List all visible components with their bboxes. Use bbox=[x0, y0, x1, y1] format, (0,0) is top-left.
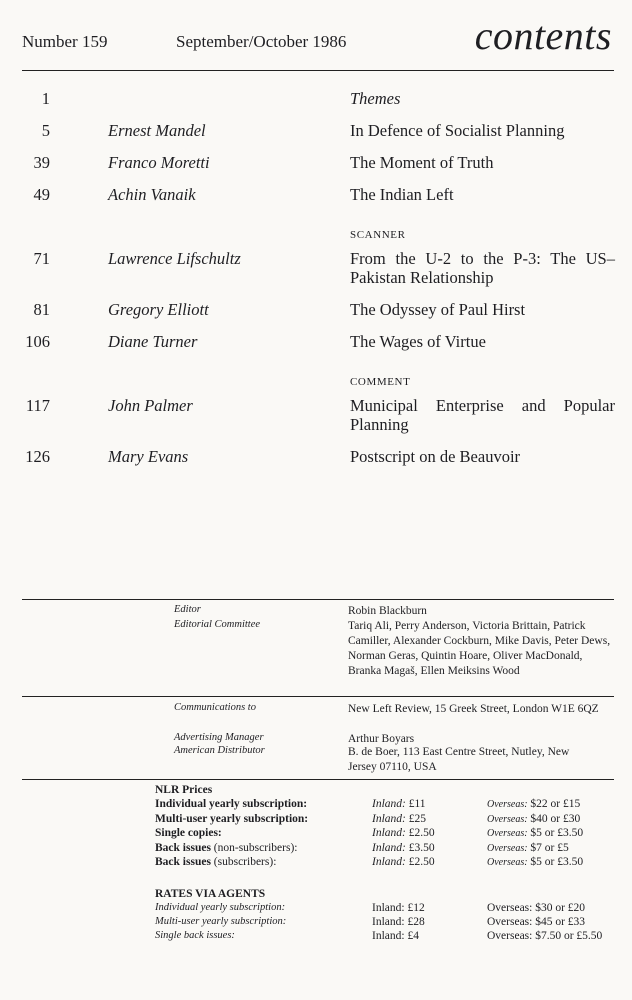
toc-title: The Indian Left bbox=[350, 185, 454, 204]
page-title: contents bbox=[474, 13, 612, 58]
agent-row-label: Individual yearly subscription: bbox=[155, 902, 286, 913]
communications-value: New Left Review, 15 Greek Street, London W1E 6QZ bbox=[348, 703, 599, 715]
agent-row-overseas: Overseas: $45 or £33 bbox=[487, 916, 586, 928]
price-row-inland: Inland: £2.50 bbox=[372, 827, 435, 839]
agent-row-inland: Inland: £12 bbox=[372, 902, 425, 914]
price-row-label: Individual yearly subscription: bbox=[155, 798, 308, 810]
price-row-label: Multi-user yearly subscription: bbox=[155, 813, 309, 825]
toc-author: Gregory Elliott bbox=[108, 300, 209, 319]
toc-author: John Palmer bbox=[108, 396, 193, 415]
toc-page-number: 49 bbox=[33, 185, 50, 204]
issue-number: Number 159 bbox=[22, 32, 108, 51]
toc-title: The Odyssey of Paul Hirst bbox=[350, 300, 526, 319]
agent-row-label: Single back issues: bbox=[155, 930, 235, 941]
communications-label: Communications to bbox=[174, 702, 256, 713]
price-row-overseas: Overseas: $40 or £30 bbox=[487, 813, 581, 825]
price-row-label: Back issues (non-subscribers): bbox=[155, 842, 298, 854]
masthead-rule-middle bbox=[22, 696, 614, 697]
price-row-inland: Inland: £25 bbox=[372, 813, 426, 825]
price-row-overseas: Overseas: $22 or £15 bbox=[487, 798, 581, 810]
toc-page-number: 106 bbox=[25, 332, 50, 351]
price-row-inland: Inland: £11 bbox=[372, 798, 426, 810]
toc-author: Franco Moretti bbox=[108, 153, 210, 172]
american-distributor-label: American Distributor bbox=[174, 745, 265, 756]
agent-row-overseas: Overseas: $30 or £20 bbox=[487, 902, 586, 914]
toc-title: Municipal Enterprise and Popular Planning bbox=[350, 396, 615, 434]
american-distributor-value: B. de Boer, 113 East Centre Street, Nutley, New Jersey 07110, USA bbox=[348, 746, 570, 773]
toc-author: Achin Vanaik bbox=[108, 185, 196, 204]
price-row-inland: Inland: £2.50 bbox=[372, 856, 435, 868]
masthead-rule-bottom bbox=[22, 779, 614, 780]
price-row-label: Single copies: bbox=[155, 827, 222, 839]
prices-heading: NLR Prices bbox=[155, 784, 213, 796]
agent-row-overseas: Overseas: $7.50 or £5.50 bbox=[487, 930, 603, 942]
toc-page-number: 39 bbox=[33, 153, 50, 172]
toc-title: The Wages of Virtue bbox=[350, 332, 486, 351]
agent-row-inland: Inland: £4 bbox=[372, 930, 419, 942]
editor-value: Robin Blackburn bbox=[348, 605, 427, 617]
toc-title: Postscript on de Beauvoir bbox=[350, 447, 521, 466]
toc-author: Mary Evans bbox=[108, 447, 189, 466]
toc-author: Lawrence Lifschultz bbox=[108, 249, 241, 268]
toc-title: Themes bbox=[350, 89, 401, 108]
toc-page-number: 126 bbox=[25, 447, 50, 466]
price-row-overseas: Overseas: $5 or £3.50 bbox=[487, 827, 584, 839]
issue-date: September/October 1986 bbox=[176, 32, 347, 51]
toc-title: From the U-2 to the P-3: The US–Pakistan Relationship bbox=[350, 249, 615, 287]
section-heading-comment: COMMENT bbox=[350, 376, 411, 388]
toc-title: The Moment of Truth bbox=[350, 153, 494, 172]
price-row-inland: Inland: £3.50 bbox=[372, 842, 435, 854]
price-row-label: Back issues (subscribers): bbox=[155, 856, 277, 868]
editorial-committee-value: Tariq Ali, Perry Anderson, Victoria Brittain, Patrick Camiller, Alexander Cockburn, Mike Davis, Peter Dews, Norman Geras, Quintin Hoare, Oliver MacDonald, Branka Magaš, Ellen Meiksins Wood bbox=[348, 620, 611, 677]
toc-page-number: 5 bbox=[41, 121, 50, 140]
toc-author: Diane Turner bbox=[108, 332, 198, 351]
section-heading-scanner: SCANNER bbox=[350, 229, 406, 241]
toc-page-number: 1 bbox=[41, 89, 50, 108]
advertising-manager-value: Arthur Boyars bbox=[348, 733, 415, 745]
agent-row-label: Multi-user yearly subscription: bbox=[155, 916, 287, 927]
price-row-overseas: Overseas: $7 or £5 bbox=[487, 842, 569, 854]
masthead-rule-top bbox=[22, 599, 614, 600]
price-row-overseas: Overseas: $5 or £3.50 bbox=[487, 856, 584, 868]
toc-title: In Defence of Socialist Planning bbox=[350, 121, 565, 140]
toc-page-number: 71 bbox=[33, 249, 50, 268]
agents-heading: RATES VIA AGENTS bbox=[155, 888, 266, 900]
toc-page-number: 81 bbox=[33, 300, 50, 319]
toc-author: Ernest Mandel bbox=[108, 121, 206, 140]
editor-label: Editor bbox=[174, 604, 201, 615]
advertising-manager-label: Advertising Manager bbox=[174, 732, 264, 743]
header-rule bbox=[22, 70, 614, 71]
toc-page-number: 117 bbox=[25, 396, 50, 415]
editorial-committee-label: Editorial Committee bbox=[174, 619, 261, 630]
agent-row-inland: Inland: £28 bbox=[372, 916, 425, 928]
